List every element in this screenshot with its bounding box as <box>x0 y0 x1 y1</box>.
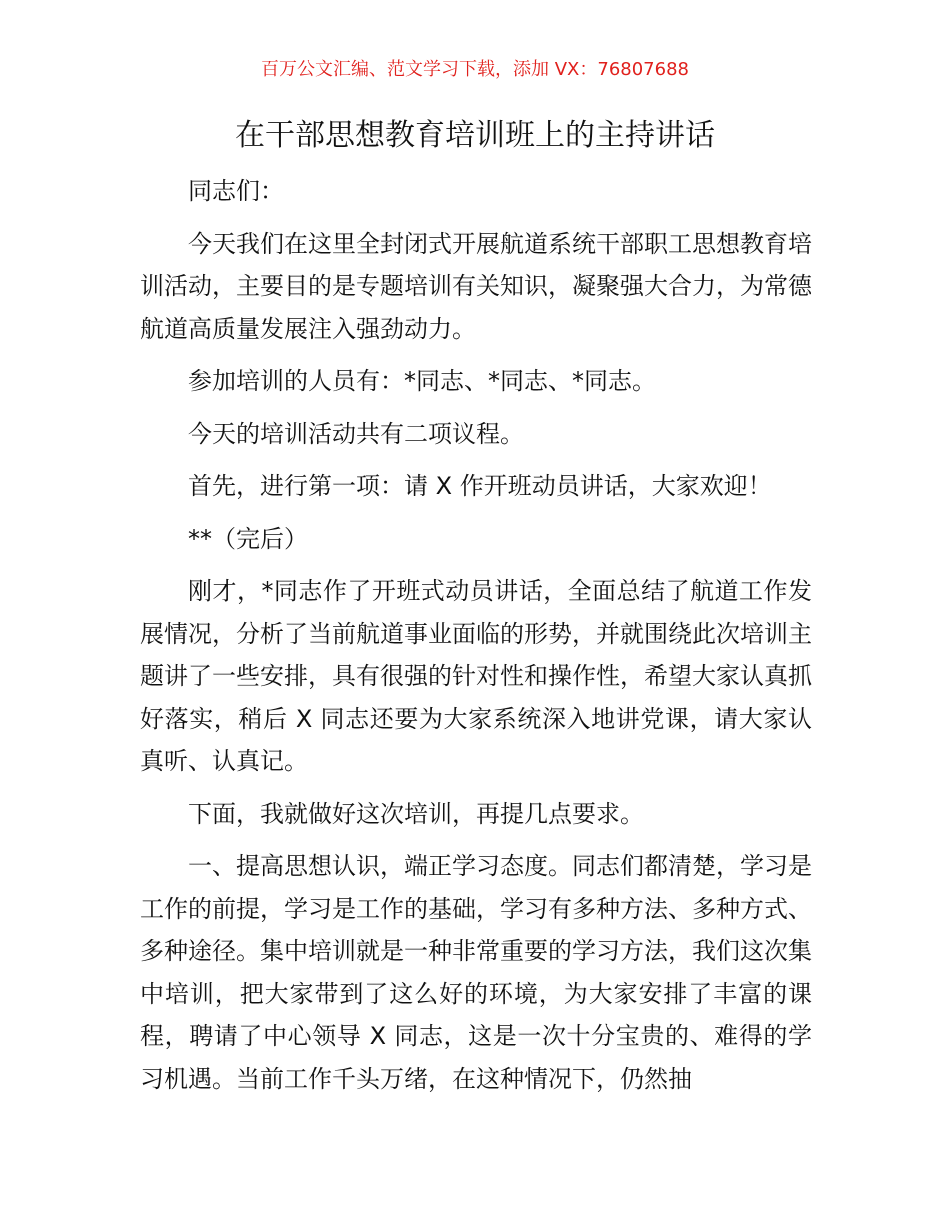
paragraph-participants: 参加培训的人员有：*同志、*同志、*同志。 <box>188 367 656 395</box>
salutation: 同志们： <box>188 177 284 205</box>
paragraph-opening: 今天我们在这里全封闭式开展航道系统干部职工思想教育培训活动，主要目的是专题培训有关知识，凝聚强大合力，为常德航道高质量发展注入强劲动力。 <box>140 229 812 343</box>
paragraph-first-item: 首先，进行第一项：请 X 作开班动员讲话，大家欢迎！ <box>188 472 772 500</box>
document-body <box>140 170 812 1110</box>
document-title: 在干部思想教育培训班上的主持讲话 <box>235 118 715 153</box>
paragraph-requirement-one: 一、提高思想认识，端正学习态度。同志们都清楚，学习是工作的前提，学习是工作的基础，学习有多种方法、多种方式、多种途径。集中培训就是一种非常重要的学习方法，我们这次集中培训，把大家带到了这么好的环境，为大家安排了丰富的课程，聘请了中心领导 X 同志，这是一次十分宝贵的、难得的学习机遇。当前工作千头万绪，在这种情况下，仍然抽 <box>140 852 812 1093</box>
header-watermark-note: 百万公文汇编、范文学习下载，添加 VX：76807688 <box>261 59 689 80</box>
paragraph-summary: 刚才，*同志作了开班式动员讲话，全面总结了航道工作发展情况，分析了当前航道事业面临的形势，并就围绕此次培训主题讲了一些安排，具有很强的针对性和操作性，希望大家认真抓好落实，稍后 X 同志还要为大家系统深入地讲党课，请大家认真听、认真记。 <box>140 577 812 775</box>
paragraph-after-speech: **（完后） <box>188 524 308 553</box>
paragraph-agenda: 今天的培训活动共有二项议程。 <box>188 419 524 448</box>
paragraph-requirements-intro: 下面，我就做好这次培训，再提几点要求。 <box>188 799 644 828</box>
